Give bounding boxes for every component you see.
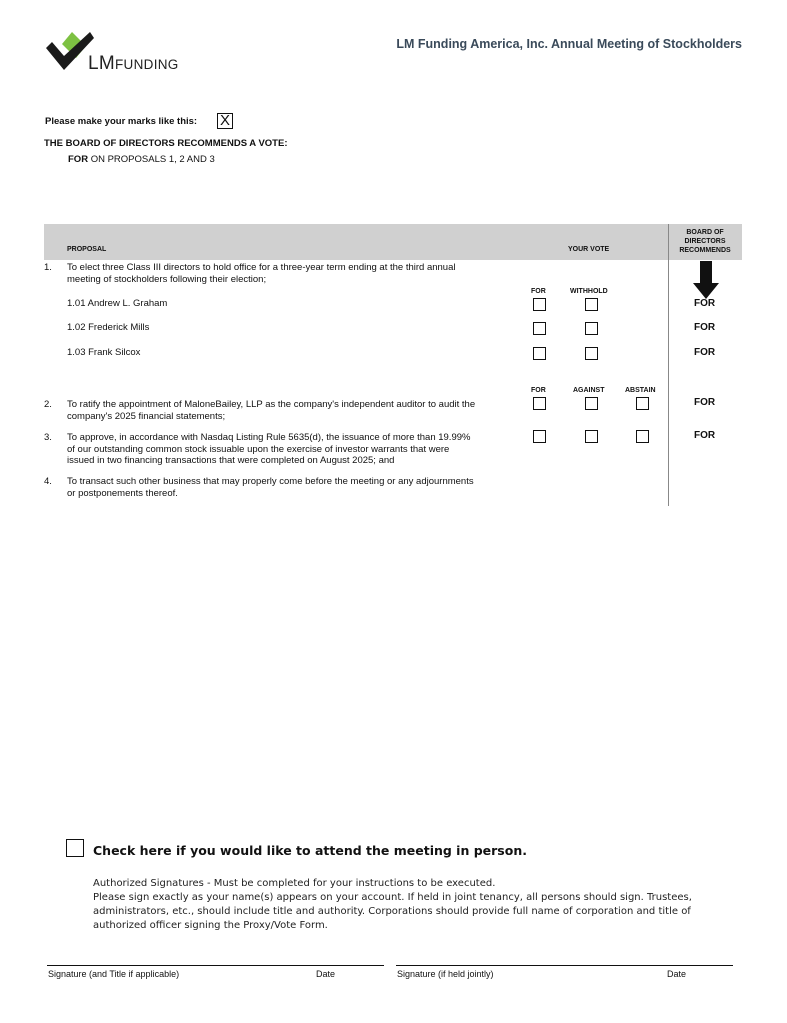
proposal-2-against-checkbox[interactable] — [585, 397, 598, 410]
proposal-2-board-rec: FOR — [694, 397, 716, 408]
board-recommends-column-header — [672, 228, 738, 255]
proposal-2-number: 2. — [44, 399, 52, 410]
board-header-line3: RECOMMENDS — [679, 247, 731, 254]
proposal-4-text-line2: or postponements thereof. — [67, 487, 178, 499]
proposal-2-text-line1: To ratify the appointment of MaloneBailey, LLP as the company's independent auditor to audit the — [67, 399, 476, 410]
proposal-3-text-line1: To approve, in accordance with Nasdaq Listing Rule 5635(d), the issuance of more than 19.99% — [67, 432, 471, 443]
date-1-label: Date — [316, 969, 336, 979]
proposal-2-for-checkbox[interactable] — [533, 397, 546, 410]
proposal-3-text-line3: issued in two financing transactions that were completed on August 2025; and — [67, 455, 395, 466]
logo-text-lm: LM — [88, 53, 115, 74]
recommendation-line — [68, 154, 215, 165]
marks-instruction: Please make your marks like this: — [45, 116, 198, 127]
nominee-1-label: 1.01 Andrew L. Graham — [67, 298, 168, 309]
example-mark-x: X — [219, 112, 230, 129]
proposal-1-text-line1: To elect three Class III directors to hold office for a three-year term ending at the third annual — [67, 262, 456, 273]
proposal-4-text — [67, 476, 527, 499]
down-arrow-icon — [693, 261, 719, 299]
logo-wordmark — [88, 53, 179, 75]
nominee-2-board-rec: FOR — [694, 322, 716, 333]
proposal-3-for-checkbox[interactable] — [533, 430, 546, 443]
table-header-bar — [44, 224, 666, 260]
attend-in-person-label: Check here if you would like to attend the meeting in person. — [93, 843, 527, 858]
signature-2-label: Signature (if held jointly) — [397, 969, 494, 979]
example-mark-box — [217, 113, 233, 129]
nominee-2-withhold-checkbox[interactable] — [585, 322, 598, 335]
proposal-1-text — [67, 262, 527, 285]
on-proposals-text: ON PROPOSALS 1, 2 AND 3 — [90, 154, 215, 165]
authorized-line2: Please sign exactly as your name(s) appears on your account. If held in joint tenancy, all persons should sign. Trustees, — [93, 892, 692, 903]
p1-withhold-column-label: WITHHOLD — [570, 288, 608, 295]
proposal-2-text — [67, 399, 527, 422]
signature-1-label: Signature (and Title if applicable) — [48, 969, 180, 979]
signature-line-1[interactable] — [47, 965, 384, 966]
abstain-column-label: ABSTAIN — [625, 387, 656, 394]
proposal-2-abstain-checkbox[interactable] — [636, 397, 649, 410]
attend-in-person-checkbox[interactable] — [66, 839, 84, 857]
proposal-3-text — [67, 432, 527, 467]
nominee-1-for-checkbox[interactable] — [533, 298, 546, 311]
proposal-2-text-line2: company's 2025 financial statements; — [67, 410, 226, 422]
proposal-3-board-rec: FOR — [694, 430, 716, 441]
your-vote-column-header: YOUR VOTE — [568, 246, 610, 253]
for-column-label: FOR — [531, 387, 546, 394]
board-recommends-heading: THE BOARD OF DIRECTORS RECOMMENDS A VOTE: — [44, 138, 288, 149]
proposal-1-number: 1. — [44, 262, 52, 273]
proposal-3-abstain-checkbox[interactable] — [636, 430, 649, 443]
proposal-1-text-line2: meeting of stockholders following their election; — [67, 273, 267, 285]
authorized-signatures-text — [93, 877, 693, 933]
nominee-1-board-rec: FOR — [694, 298, 716, 309]
proposal-4-text-line1: To transact such other business that may properly come before the meeting or any adjournments — [67, 476, 474, 487]
nominee-3-for-checkbox[interactable] — [533, 347, 546, 360]
nominee-2-label: 1.02 Frederick Mills — [67, 322, 150, 333]
against-column-label: AGAINST — [573, 387, 605, 394]
page-title: LM Funding America, Inc. Annual Meeting of Stockholders — [396, 37, 742, 51]
logo-text-funding: FUNDING — [115, 57, 179, 72]
p1-for-column-label: FOR — [531, 288, 546, 295]
authorized-line3: administrators, etc., should include title and authority. Corporations should provide full name of corporation and title of — [93, 906, 691, 917]
date-2-label: Date — [667, 969, 687, 979]
nominee-3-label: 1.03 Frank Silcox — [67, 347, 141, 358]
for-word: FOR — [68, 154, 89, 165]
board-header-line1: BOARD OF — [686, 229, 724, 236]
proposal-3-text-line2: of our outstanding common stock issuable upon the exercise of investor warrants that were — [67, 443, 450, 455]
authorized-line1: Authorized Signatures - Must be completed for your instructions to be executed. — [93, 878, 496, 889]
signature-line-2[interactable] — [396, 965, 733, 966]
board-header-line2: DIRECTORS — [684, 238, 726, 245]
board-column-divider — [668, 224, 669, 506]
authorized-line4: authorized officer signing the Proxy/Vote Form. — [93, 920, 328, 931]
proposal-column-header: PROPOSAL — [67, 246, 107, 253]
proposal-3-against-checkbox[interactable] — [585, 430, 598, 443]
proposal-3-number: 3. — [44, 432, 52, 443]
proposal-4-number: 4. — [44, 476, 52, 487]
nominee-3-board-rec: FOR — [694, 347, 716, 358]
nominee-1-withhold-checkbox[interactable] — [585, 298, 598, 311]
nominee-2-for-checkbox[interactable] — [533, 322, 546, 335]
nominee-3-withhold-checkbox[interactable] — [585, 347, 598, 360]
